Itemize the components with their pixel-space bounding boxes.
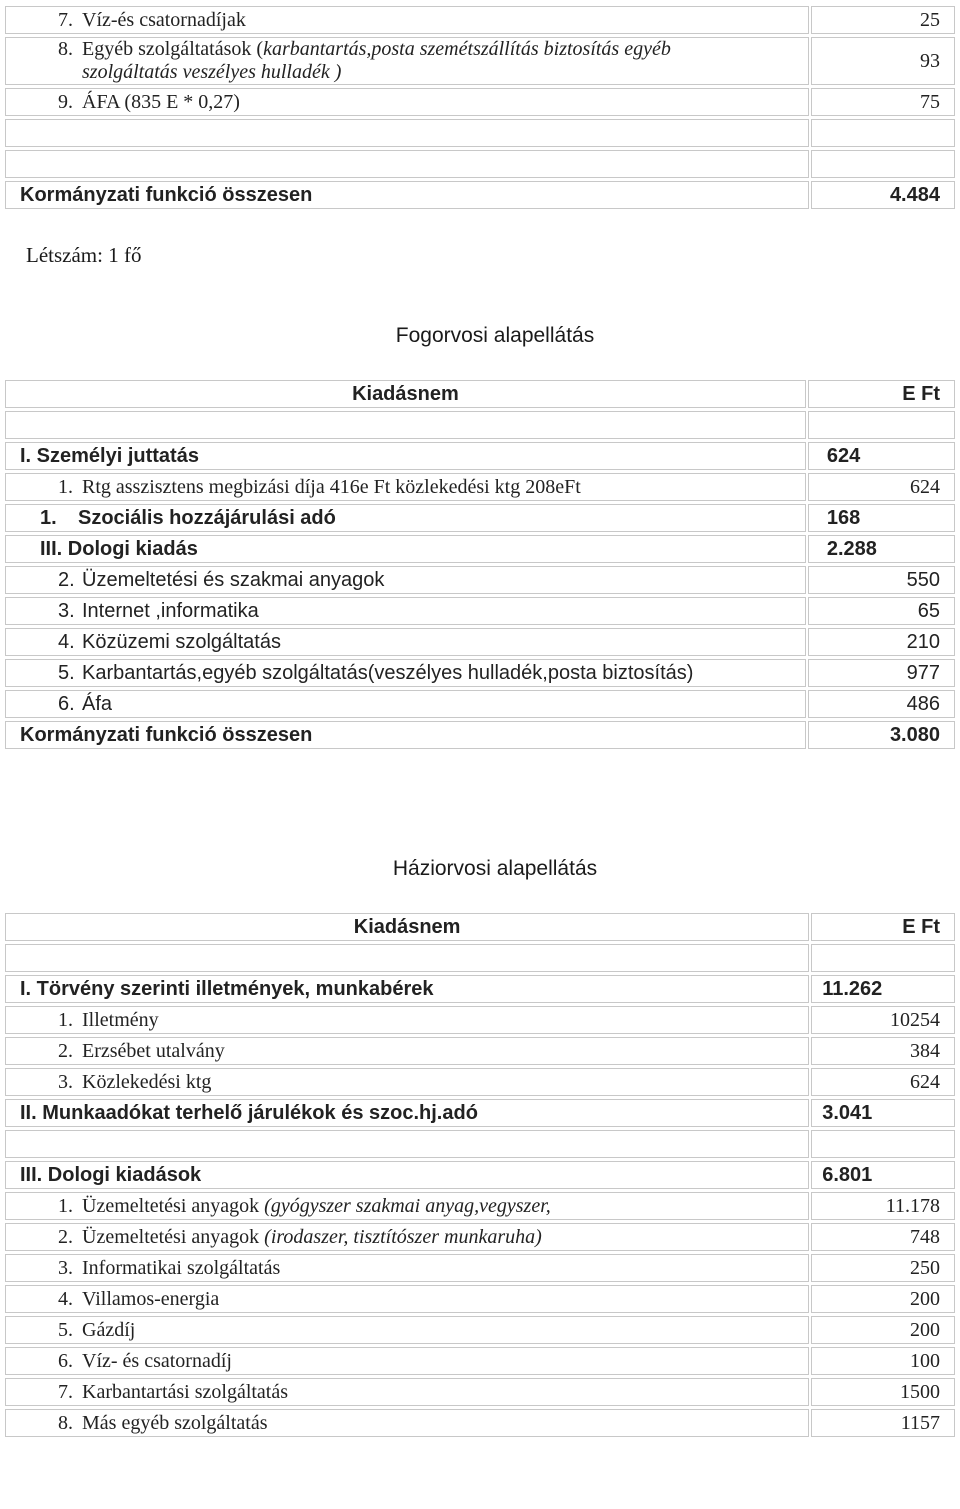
table-row	[5, 1254, 955, 1282]
row-label: 5. Karbantartás,egyéb szolgáltatás(veszélyes hulladék,posta biztosítás)	[5, 659, 806, 687]
section-title-fogorvosi: Fogorvosi alapellátás	[395, 324, 595, 347]
row-label: 2. Erzsébet utalvány	[5, 1037, 809, 1065]
row-value: 10254	[811, 1006, 955, 1034]
table-row	[5, 473, 955, 501]
table-row	[5, 6, 955, 34]
row-value: 100	[811, 1347, 955, 1375]
table-row	[5, 37, 955, 85]
row-label: 5. Gázdíj	[5, 1316, 809, 1344]
row-value: 11.178	[811, 1192, 955, 1220]
row-label: 8. Más egyéb szolgáltatás	[5, 1409, 809, 1437]
header-label: Kiadásnem	[5, 913, 809, 941]
table-row	[5, 597, 955, 625]
total-label: Kormányzati funkció összesen	[5, 181, 809, 209]
section-label: I. Törvény szerinti illetmények, munkabérek	[5, 975, 809, 1003]
row-value: 25	[811, 6, 955, 34]
section-title-haziorvosi: Háziorvosi alapellátás	[392, 857, 598, 880]
row-label	[5, 150, 809, 178]
header-unit: E Ft	[808, 380, 955, 408]
table-row	[5, 944, 955, 972]
row-value	[811, 1130, 955, 1158]
table-row	[5, 628, 955, 656]
total-label: Kormányzati funkció összesen	[5, 721, 806, 749]
section-label: II. Munkaadókat terhelő járulékok és szoc.hj.adó	[5, 1099, 809, 1127]
row-value: 200	[811, 1285, 955, 1313]
row-value	[811, 944, 955, 972]
row-label: 1. Rtg asszisztens megbizási díja 416e Ft közlekedési ktg 208eFt	[5, 473, 806, 501]
total-row	[5, 181, 955, 209]
total-value: 4.484	[811, 181, 955, 209]
row-label	[5, 944, 809, 972]
row-label: 6. Áfa	[5, 690, 806, 718]
section-label: III. Dologi kiadás	[5, 535, 806, 563]
header-unit: E Ft	[811, 913, 955, 941]
section-value: 11.262	[811, 975, 955, 1003]
row-value: 624	[811, 1068, 955, 1096]
table-row	[5, 1006, 955, 1034]
section-label: 1. Szociális hozzájárulási adó	[5, 504, 806, 532]
row-label: 6. Víz- és csatornadíj	[5, 1347, 809, 1375]
table-row	[5, 150, 955, 178]
row-value: 65	[808, 597, 955, 625]
budget-table-haziorvosi	[3, 910, 957, 1440]
table-row	[5, 88, 955, 116]
table-row	[5, 1285, 955, 1313]
table-row	[5, 1378, 955, 1406]
table-row	[5, 1037, 955, 1065]
row-label: 4. Villamos-energia	[5, 1285, 809, 1313]
table-row	[5, 119, 955, 147]
table-header	[5, 913, 955, 941]
header-label: Kiadásnem	[5, 380, 806, 408]
table-row	[5, 1316, 955, 1344]
section-row	[5, 504, 955, 532]
table-row	[5, 1347, 955, 1375]
section-value: 168	[808, 504, 955, 532]
section-value: 2.288	[808, 535, 955, 563]
row-label: 4. Közüzemi szolgáltatás	[5, 628, 806, 656]
table-header	[5, 380, 955, 408]
section-value: 6.801	[811, 1161, 955, 1189]
table-row	[5, 690, 955, 718]
budget-table-fogorvosi	[3, 377, 957, 752]
row-label: 1. Illetmény	[5, 1006, 809, 1034]
row-label: 3. Közlekedési ktg	[5, 1068, 809, 1096]
table-row	[5, 1130, 955, 1158]
table-row	[5, 411, 955, 439]
row-value: 93	[811, 37, 955, 85]
section-label: I. Személyi juttatás	[5, 442, 806, 470]
section-row	[5, 1161, 955, 1189]
row-value: 977	[808, 659, 955, 687]
row-value: 210	[808, 628, 955, 656]
row-label	[5, 411, 806, 439]
section-label: III. Dologi kiadások	[5, 1161, 809, 1189]
table-row	[5, 659, 955, 687]
row-value: 1500	[811, 1378, 955, 1406]
section-value: 3.041	[811, 1099, 955, 1127]
total-value: 3.080	[808, 721, 955, 749]
row-label: 1. Üzemeltetési anyagok (gyógyszer szakmai anyag,vegyszer,	[5, 1192, 809, 1220]
section-row	[5, 442, 955, 470]
row-value	[811, 119, 955, 147]
section-row	[5, 1099, 955, 1127]
row-label: 9. ÁFA (835 E * 0,27)	[5, 88, 809, 116]
row-value: 250	[811, 1254, 955, 1282]
row-label: 3. Informatikai szolgáltatás	[5, 1254, 809, 1282]
section-row	[5, 535, 955, 563]
budget-table-top	[3, 3, 957, 212]
row-value: 550	[808, 566, 955, 594]
table-row	[5, 1068, 955, 1096]
row-value	[811, 150, 955, 178]
row-value: 486	[808, 690, 955, 718]
row-value: 75	[811, 88, 955, 116]
row-label: 7. Karbantartási szolgáltatás	[5, 1378, 809, 1406]
table-row	[5, 1192, 955, 1220]
row-value: 1157	[811, 1409, 955, 1437]
section-value: 624	[808, 442, 955, 470]
row-value	[808, 411, 955, 439]
table-row	[5, 1409, 955, 1437]
row-label	[5, 1130, 809, 1158]
row-value: 384	[811, 1037, 955, 1065]
staff-count: Létszám: 1 fő	[26, 243, 142, 267]
total-row	[5, 721, 955, 749]
row-label: 2. Üzemeltetési és szakmai anyagok	[5, 566, 806, 594]
row-label: 8. Egyéb szolgáltatások (karbantartás,posta szemétszállítás biztosítás egyéb szolgáltatás veszélyes hulladék )	[5, 37, 809, 85]
row-label: 3. Internet ,informatika	[5, 597, 806, 625]
row-label: 2. Üzemeltetési anyagok (irodaszer, tisztítószer munkaruha)	[5, 1223, 809, 1251]
row-value: 624	[808, 473, 955, 501]
row-value: 200	[811, 1316, 955, 1344]
row-label	[5, 119, 809, 147]
table-row	[5, 566, 955, 594]
section-row	[5, 975, 955, 1003]
table-row	[5, 1223, 955, 1251]
row-value: 748	[811, 1223, 955, 1251]
row-label: 7. Víz-és csatornadíjak	[5, 6, 809, 34]
